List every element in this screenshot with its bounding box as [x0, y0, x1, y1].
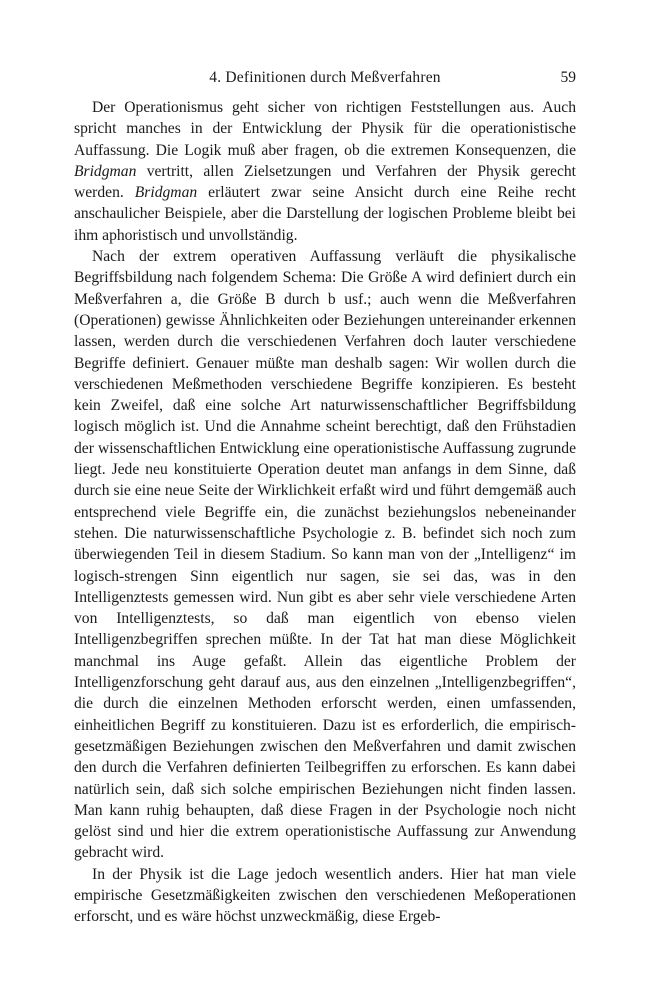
- body-text: [74, 97, 576, 928]
- book-page: [74, 64, 576, 964]
- text-run: Der Operationismus geht sicher von richtigen Feststellungen aus. Auch spricht manches in der Entwicklung der Physik für die operationistische Auffassung. Die Logik muß aber fragen, ob die extremen Konsequenzen, die: [74, 99, 576, 159]
- text-run: erläutert zwar seine Ansicht durch eine Reihe recht anschaulicher Beispiele, aber die Darstellung der logischen Probleme bleibt bei ihm aphoristisch und unvollständig.: [74, 184, 576, 244]
- chapter-heading: 4. Definitionen durch Meßverfahren: [209, 69, 441, 86]
- paragraph: [74, 864, 576, 928]
- page-number: 59: [560, 69, 576, 86]
- paragraph: [74, 97, 576, 246]
- running-head: [74, 64, 576, 92]
- text-run: In der Physik ist die Lage jedoch wesentlich anders. Hier hat man viele empirische Gesetzmäßigkeiten zwischen den verschiedenen Meßoperationen erforscht, und es wäre höchst unzweckmäßig, diese Ergeb-: [74, 865, 576, 926]
- text-run: Nach der extrem operativen Auffassung verläuft die physikalische Begriffsbildung nach folgendem Schema: Die Größe A wird definiert durch ein Meßverfahren a, die Größe B durch b usf.; auch wenn die Meßverfahren (Operationen) gewisse Ähnlichkeiten oder Beziehungen untereinander erkennen lassen, werden durch die verschiedenen Verfahren doch lauter verschiedene Begriffe definiert. Genauer müßte man deshalb sagen: Wir wollen durch die verschiedenen Meßmethoden verschiedene Begriffe konzipieren. Es besteht kein Zweifel, daß eine solche Art naturwissenschaftlicher Begriffsbildung logisch möglich ist. Und die Annahme scheint berechtigt, daß den Frühstadien der wissenschaftlichen Entwicklung eine operationistische Auffassung zugrunde liegt. Jede neu konstituierte Operation deutet man anfangs in dem Sinne, daß durch sie eine neue Seite der Wirklichkeit erfaßt wird und führt demgemäß auch entsprechend viele Begriffe ein, die zunächst beziehungslos nebeneinander stehen. Die naturwissenschaftliche Psychologie z. B. befindet sich noch zum überwiegenden Teil in diesem Stadium. So kann man von der „Intelligenz“ im logisch-strengen Sinn eigentlich nur sagen, sie sei das, was in den Intelligenztests gemessen wird. Nun gibt es aber sehr viele verschiedene Arten von Intelligenztests, so daß man eigentlich von ebenso vielen Intelligenzbegriffen sprechen müßte. In der Tat hat man diese Möglichkeit manchmal ins Auge gefaßt. Allein das eigentliche Problem der Intelligenzforschung geht darauf aus, aus den einzelnen „Intelligenzbegriffen“, die durch die einzelnen Methoden erforscht werden, einen umfassenden, einheitlichen Begriff zu konstituieren. Dazu ist es erforderlich, die empirisch-gesetzmäßigen Beziehungen zwischen den Meßverfahren und damit zwischen den durch die Verfahren definierten Teilbegriffen zu erforschen. Es kann dabei natürlich sein, daß sich solche empirischen Beziehungen nicht finden lassen. Man kann ruhig behaupten, daß diese Fragen in der Psychologie noch nicht gelöst sind und hier die extrem operationistische Auffassung zur Anwendung gebracht wird.: [74, 248, 576, 862]
- text-run: vertritt, allen Zielsetzungen und Verfahren der Physik gerecht werden.: [74, 162, 576, 202]
- paragraph: [74, 246, 576, 864]
- italic-name: Bridgman: [74, 162, 137, 180]
- italic-name: Bridgman: [134, 184, 198, 202]
